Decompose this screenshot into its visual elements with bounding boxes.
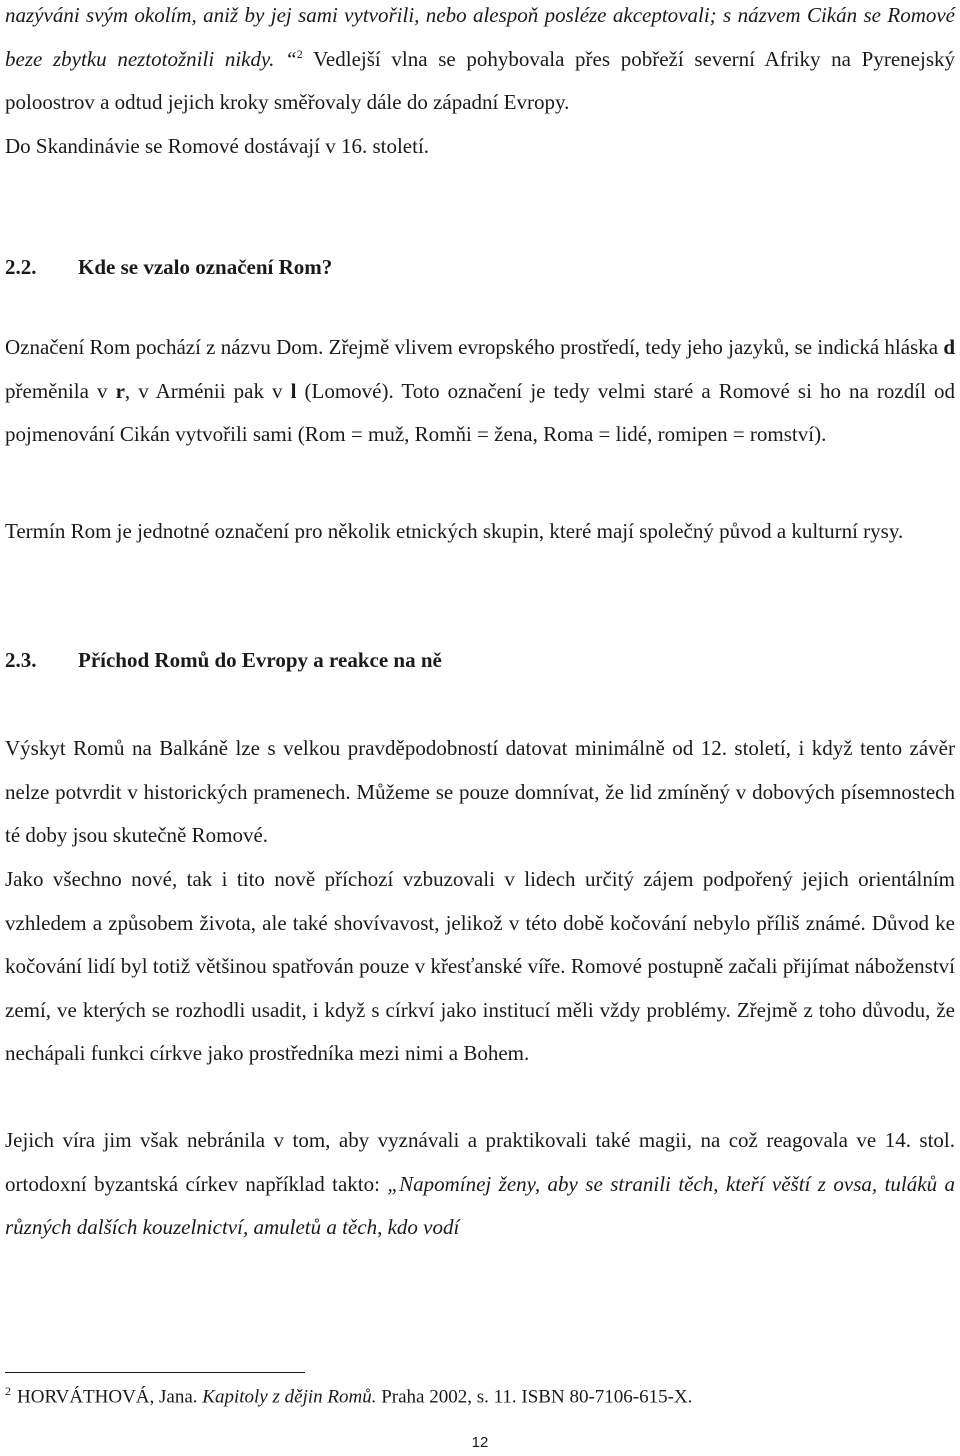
section-title: Příchod Romů do Evropy a reakce na ně [78, 648, 442, 672]
paragraph-termin: Termín Rom je jednotné označení pro několik etnických skupin, které mají společný původ a kulturní rysy. [5, 519, 904, 543]
paragraph-text: (Lomové). Toto označení je tedy velmi staré a Romové si ho na rozdíl od pojmenování Cikán vytvořili sami (Rom = muž, Romňi = žena, Roma = lidé, romipen = romství). [5, 378, 955, 446]
paragraph-text: Označení Rom pochází z názvu Dom. Zřejmě vlivem evropského prostředí, tedy jeho jazyků, se indická hláska [5, 335, 944, 359]
bold-letter-l: l [290, 378, 297, 403]
quote-mark: “ [285, 46, 297, 71]
paragraph-jako: Jako všechno nové, tak i tito nově příchozí vzbuzovali v lidech určitý zájem podpořený jejich orientálním vzhledem a způsobem života, ale také shovívavost, jelikož v této době kočování nebylo příliš známé. Důvod ke kočování lidí byl totiž většinou spatřován pouze v křesťanské víře. Romové postupně začali přijímat náboženství zemí, ve kterých se rozhodli usadit, i když s církví jako institucí měli vždy problémy. Zřejmě z toho důvodu, že nechápali funkci církve jako prostředníka mezi nimi a Bohem. [5, 867, 955, 1065]
paragraph-text: přeměnila v [5, 378, 116, 403]
footnote [5, 1384, 692, 1408]
bold-letter-d: d [943, 335, 955, 359]
footnote-details: Praha 2002, s. 11. ISBN 80-7106-615-X. [376, 1386, 693, 1408]
intro-text: Vedlejší vlna se pohybovala přes pobřeží severní Afriky na Pyrenejský poloostrov a odtud jejich kroky směřovaly dále do západní Evropy. [5, 46, 956, 114]
paragraph-oznaceni [5, 326, 955, 457]
footnote-title: Kapitoly z dějin Romů. [202, 1386, 377, 1408]
section-number: 2.3. [5, 648, 37, 672]
intro-text-2: Do Skandinávie se Romové dostávají v 16. století. [5, 133, 430, 158]
section-heading-2-3 [5, 648, 442, 673]
footnote-number: 2 [5, 1384, 11, 1398]
paragraph-text: Jejich víra jim však nebránila v tom, aby vyznávali a praktikovali také magii, na což reagovala ve 14. stol. ortodoxní byzantská církev například takto: [5, 1128, 955, 1196]
footnote-author: HORVÁTHOVÁ, Jana. [17, 1386, 203, 1408]
bold-letter-r: r [115, 378, 125, 403]
paragraph-text: , v Arménii pak v [124, 378, 291, 403]
intro-italic-text: nazýváni svým okolím, aniž by jej sami vytvořili, nebo alespoň posléze akceptovali; s názvem Cikán se Romové beze zbytku neztotožnili nikdy. [5, 3, 955, 71]
footnote-separator [5, 1372, 305, 1373]
footnote-ref[interactable]: 2 [296, 46, 303, 61]
page-number: 12 [471, 1434, 489, 1451]
intro-paragraph [5, 0, 955, 168]
paragraph-vira [5, 1119, 955, 1250]
section-title: Kde se vzalo označení Rom? [78, 255, 333, 279]
section-number: 2.2. [5, 255, 37, 279]
section-heading-2-2 [5, 255, 332, 280]
quote-italic: „Napomínej ženy, aby se stranili těch, kteří věští z ovsa, tuláků a různých dalších kouzelnictví, amuletů a těch, kdo vodí [5, 1171, 956, 1239]
paragraph-vyskyt: Výskyt Romů na Balkáně lze s velkou pravděpodobností datovat minimálně od 12. století, i když tento závěr nelze potvrdit v historických pramenech. Můžeme se pouze domnívat, že lid zmíněný v dobových písemnostech té doby jsou skutečně Romové. [5, 736, 955, 847]
